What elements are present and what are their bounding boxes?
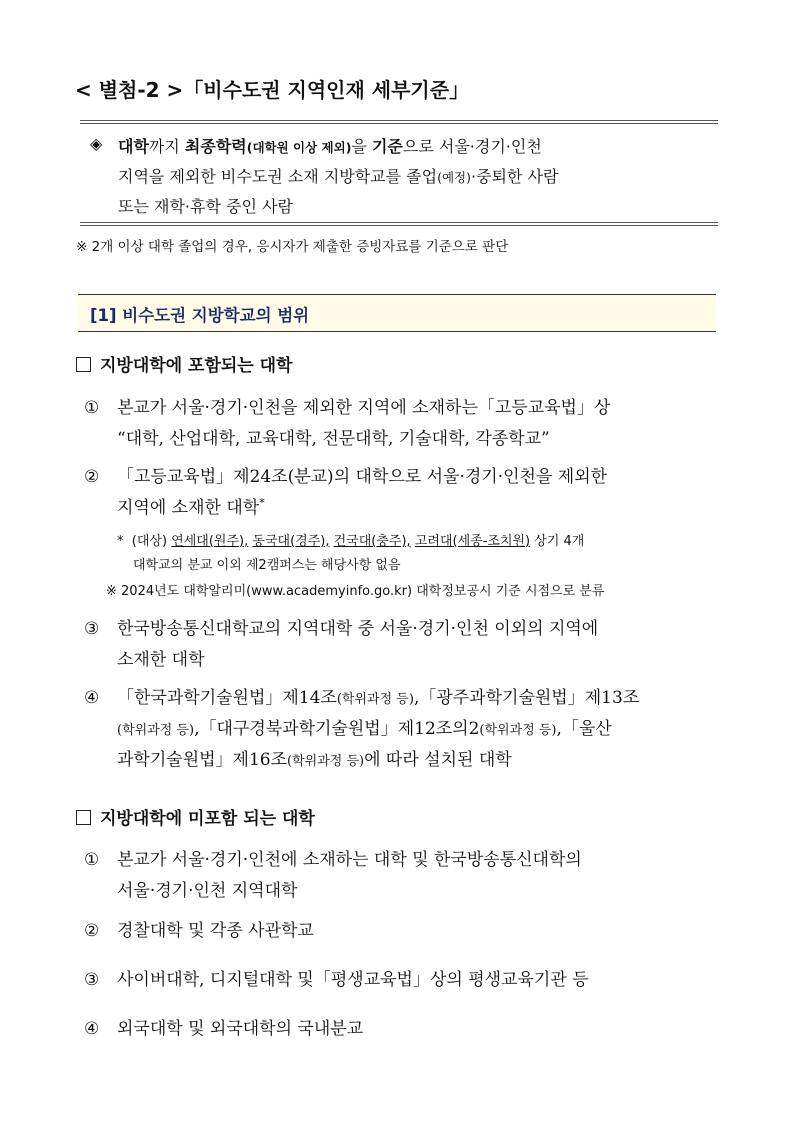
list-item: ① 본교가 서울·경기·인천에 소재하는 대학 및 한국방송통신대학의: [84, 850, 582, 870]
criteria-box-top-rule: [80, 120, 718, 124]
list-item: ② 「고등교육법」제24조(분교)의 대학으로 서울·경기·인천을 제외한: [84, 467, 608, 487]
list-item-continuation: 과학기술원법」제16조(학위과정 등)에 따라 설치된 대학: [117, 750, 512, 770]
list-item: ④ 「한국과학기술원법」제14조(학위과정 등),「광주과학기술원법」제13조: [84, 688, 640, 708]
checkbox-square-icon: [76, 810, 91, 825]
checkbox-square-icon: [76, 357, 91, 372]
list-item-continuation: (학위과정 등),「대구경북과학기술원법」제12조의2(학위과정 등),「울산: [117, 719, 612, 739]
list-item: ① 본교가 서울·경기·인천을 제외한 지역에 소재하는「고등교육법」상: [84, 398, 611, 418]
footnote-branch-campuses: * (대상) 연세대(원주), 동국대(경주), 건국대(충주), 고려대(세종-조치원) 상기 4개: [117, 534, 585, 549]
note-academyinfo: ※ 2024년도 대학알리미(www.academyinfo.go.kr) 대학정보공시 기준 시점으로 분류: [106, 584, 605, 599]
list-item: ③ 사이버대학, 디지털대학 및「평생교육법」상의 평생교육기관 등: [84, 970, 589, 990]
section-title: [1] 비수도권 지방학교의 범위: [90, 306, 310, 325]
included-heading: 지방대학에 포함되는 대학: [76, 351, 292, 376]
list-item: ② 경찰대학 및 각종 사관학교: [84, 921, 314, 941]
note-multiple-degrees: ※ 2개 이상 대학 졸업의 경우, 응시자가 제출한 증빙자료를 기준으로 판단: [76, 239, 509, 255]
footnote-mark: *: [259, 496, 265, 510]
page-title: < 별첨-2 >「비수도권 지역인재 세부기준」: [75, 78, 470, 102]
section-header: [78, 294, 716, 332]
list-item-continuation: 소재한 대학: [117, 650, 205, 670]
diamond-bullet-icon: ◈: [90, 134, 103, 153]
list-item-continuation: 지역에 소재한 대학*: [117, 496, 265, 518]
excluded-heading: 지방대학에 미포함 되는 대학: [76, 804, 315, 829]
list-item: ④ 외국대학 및 외국대학의 국내분교: [84, 1019, 364, 1039]
criteria-line-1: 대학까지 최종학력(대학원 이상 제외)을 기준으로 서울·경기·인천: [118, 137, 542, 156]
list-item-continuation: “대학, 산업대학, 교육대학, 전문대학, 기술대학, 각종학교”: [117, 429, 550, 449]
criteria-box-bottom-rule: [80, 222, 718, 226]
footnote-line-2: 대학교의 분교 이외 제2캠퍼스는 해당사항 없음: [133, 558, 401, 573]
list-item: ③ 한국방송통신대학교의 지역대학 중 서울·경기·인천 이외의 지역에: [84, 619, 599, 639]
list-item-continuation: 서울·경기·인천 지역대학: [117, 881, 298, 901]
criteria-line-3: 또는 재학·휴학 중인 사람: [118, 197, 293, 216]
criteria-line-2: 지역을 제외한 비수도권 소재 지방학교를 졸업(예정)·중퇴한 사람: [118, 167, 559, 186]
